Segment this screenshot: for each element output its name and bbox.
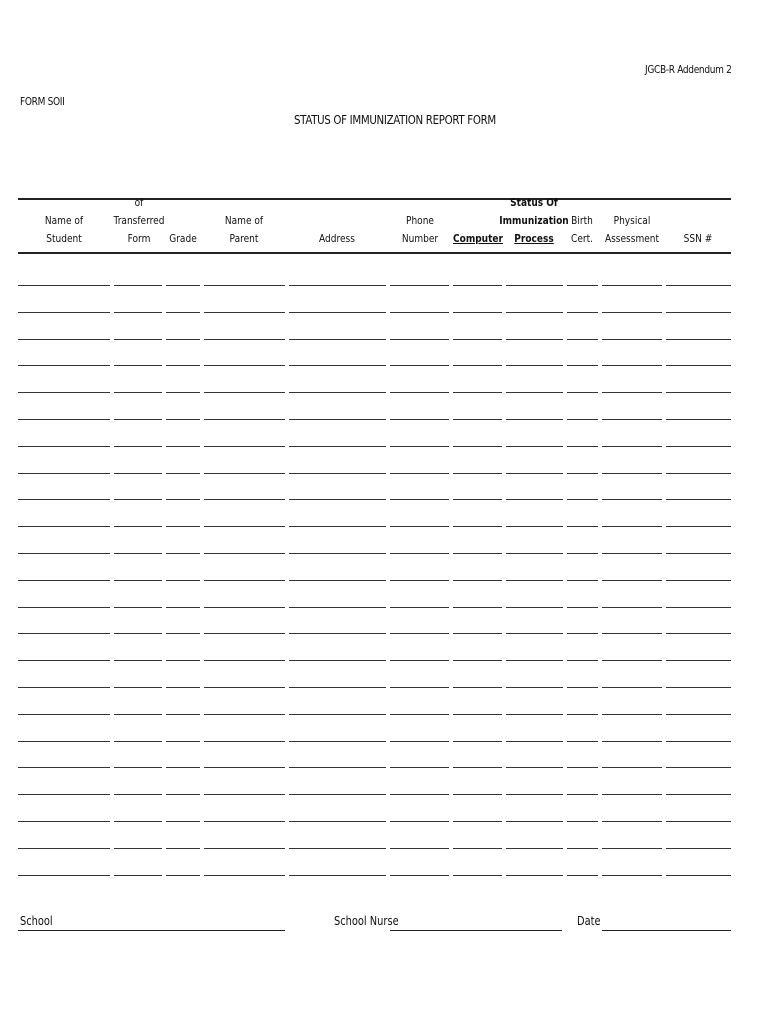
- table-cell-line[interactable]: [289, 312, 386, 313]
- column-header-line: Computer: [453, 232, 503, 245]
- table-cell-line[interactable]: [166, 392, 200, 393]
- table-cell-line[interactable]: [567, 848, 598, 849]
- table-cell-line[interactable]: [390, 633, 449, 634]
- table-cell-line[interactable]: [567, 660, 598, 661]
- table-cell-line[interactable]: [390, 794, 449, 795]
- table-cell-line[interactable]: [166, 714, 200, 715]
- table-cell-line[interactable]: [567, 553, 598, 554]
- table-cell-line[interactable]: [166, 607, 200, 608]
- table-cell-line[interactable]: [567, 794, 598, 795]
- table-cell-line[interactable]: [602, 741, 662, 742]
- table-cell-line[interactable]: [204, 339, 285, 340]
- table-cell-line[interactable]: [204, 473, 285, 474]
- table-cell-line[interactable]: [666, 419, 731, 420]
- column-header-line: Phone: [406, 214, 434, 227]
- column-header-line: Number: [401, 232, 439, 245]
- table-cell-line[interactable]: [506, 419, 563, 420]
- table-cell-line[interactable]: [666, 714, 731, 715]
- table-cell-line[interactable]: [204, 794, 285, 795]
- table-cell-line[interactable]: [204, 687, 285, 688]
- date-label: Date: [577, 914, 601, 928]
- table-cell-line[interactable]: [602, 312, 662, 313]
- table-cell-line[interactable]: [506, 392, 563, 393]
- table-cell-line[interactable]: [666, 553, 731, 554]
- table-cell-line[interactable]: [114, 392, 162, 393]
- table-cell-line[interactable]: [204, 499, 285, 500]
- table-cell-line[interactable]: [506, 633, 563, 634]
- school-label: School: [20, 914, 53, 928]
- table-cell-line[interactable]: [166, 821, 200, 822]
- table-cell-line[interactable]: [18, 875, 110, 876]
- table-cell-line[interactable]: [114, 312, 162, 313]
- table-cell-line[interactable]: [166, 285, 200, 286]
- table-cell-line[interactable]: [204, 607, 285, 608]
- table-cell-line[interactable]: [453, 875, 502, 876]
- table-cell-line[interactable]: [506, 821, 563, 822]
- table-cell-line[interactable]: [506, 767, 563, 768]
- table-cell-line[interactable]: [390, 714, 449, 715]
- table-cell-line[interactable]: [114, 499, 162, 500]
- table-cell-line[interactable]: [289, 392, 386, 393]
- table-cell-line[interactable]: [453, 526, 502, 527]
- table-cell-line[interactable]: [289, 821, 386, 822]
- date-field[interactable]: [602, 930, 731, 931]
- table-cell-line[interactable]: [289, 633, 386, 634]
- table-cell-line[interactable]: [390, 741, 449, 742]
- column-header-line: Birth: [571, 214, 593, 227]
- table-cell-line[interactable]: [602, 446, 662, 447]
- table-cell-line[interactable]: [567, 365, 598, 366]
- table-cell-line[interactable]: [114, 848, 162, 849]
- table-cell-line[interactable]: [18, 339, 110, 340]
- table-cell-line[interactable]: [602, 767, 662, 768]
- table-cell-line[interactable]: [666, 687, 731, 688]
- table-cell-line[interactable]: [289, 660, 386, 661]
- table-cell-line[interactable]: [506, 714, 563, 715]
- table-cell-line[interactable]: [166, 473, 200, 474]
- table-cell-line[interactable]: [602, 714, 662, 715]
- table-cell-line[interactable]: [666, 339, 731, 340]
- table-cell-line[interactable]: [453, 312, 502, 313]
- table-cell-line[interactable]: [204, 365, 285, 366]
- table-cell-line[interactable]: [567, 499, 598, 500]
- column-header-line: Address: [319, 232, 355, 245]
- table-cell-line[interactable]: [666, 794, 731, 795]
- table-cell-line[interactable]: [602, 607, 662, 608]
- table-cell-line[interactable]: [567, 741, 598, 742]
- table-cell-line[interactable]: [390, 767, 449, 768]
- table-cell-line[interactable]: [166, 553, 200, 554]
- table-cell-line[interactable]: [204, 419, 285, 420]
- table-cell-line[interactable]: [666, 580, 731, 581]
- table-cell-line[interactable]: [289, 499, 386, 500]
- table-cell-line[interactable]: [289, 741, 386, 742]
- table-cell-line[interactable]: [567, 875, 598, 876]
- table-cell-line[interactable]: [602, 660, 662, 661]
- table-cell-line[interactable]: [506, 473, 563, 474]
- column-header-line: Assessment: [604, 232, 660, 245]
- table-cell-line[interactable]: [114, 285, 162, 286]
- table-cell-line[interactable]: [204, 285, 285, 286]
- table-cell-line[interactable]: [567, 821, 598, 822]
- table-cell-line[interactable]: [166, 339, 200, 340]
- table-cell-line[interactable]: [567, 392, 598, 393]
- table-cell-line[interactable]: [166, 446, 200, 447]
- table-cell-line[interactable]: [666, 633, 731, 634]
- table-cell-line[interactable]: [567, 633, 598, 634]
- table-cell-line[interactable]: [666, 607, 731, 608]
- table-cell-line[interactable]: [390, 687, 449, 688]
- table-cell-line[interactable]: [453, 473, 502, 474]
- table-cell-line[interactable]: [204, 660, 285, 661]
- table-cell-line[interactable]: [506, 580, 563, 581]
- table-cell-line[interactable]: [204, 446, 285, 447]
- table-cell-line[interactable]: [114, 714, 162, 715]
- table-cell-line[interactable]: [114, 419, 162, 420]
- table-cell-line[interactable]: [166, 687, 200, 688]
- table-cell-line[interactable]: [390, 580, 449, 581]
- table-cell-line[interactable]: [567, 446, 598, 447]
- table-cell-line[interactable]: [289, 285, 386, 286]
- table-cell-line[interactable]: [166, 875, 200, 876]
- table-cell-line[interactable]: [166, 499, 200, 500]
- table-cell-line[interactable]: [453, 741, 502, 742]
- table-cell-line[interactable]: [506, 741, 563, 742]
- table-cell-line[interactable]: [666, 446, 731, 447]
- column-header-line: Immunization: [499, 214, 569, 227]
- table-cell-line[interactable]: [390, 446, 449, 447]
- table-cell-line[interactable]: [289, 714, 386, 715]
- table-header-rule: [18, 252, 731, 254]
- table-cell-line[interactable]: [390, 473, 449, 474]
- table-cell-line[interactable]: [18, 821, 110, 822]
- column-header-line: Parent: [229, 232, 259, 245]
- table-cell-line[interactable]: [18, 526, 110, 527]
- table-cell-line[interactable]: [602, 392, 662, 393]
- table-cell-line[interactable]: [506, 553, 563, 554]
- table-cell-line[interactable]: [602, 875, 662, 876]
- table-cell-line[interactable]: [453, 419, 502, 420]
- table-cell-line[interactable]: [453, 821, 502, 822]
- table-cell-line[interactable]: [506, 499, 563, 500]
- table-cell-line[interactable]: [666, 526, 731, 527]
- table-cell-line[interactable]: [567, 580, 598, 581]
- table-cell-line[interactable]: [166, 660, 200, 661]
- table-cell-line[interactable]: [666, 767, 731, 768]
- table-cell-line[interactable]: [666, 660, 731, 661]
- table-cell-line[interactable]: [602, 821, 662, 822]
- table-cell-line[interactable]: [114, 553, 162, 554]
- table-cell-line[interactable]: [289, 553, 386, 554]
- table-cell-line[interactable]: [390, 875, 449, 876]
- table-cell-line[interactable]: [567, 312, 598, 313]
- table-cell-line[interactable]: [289, 365, 386, 366]
- table-cell-line[interactable]: [166, 419, 200, 420]
- table-cell-line[interactable]: [289, 875, 386, 876]
- table-cell-line[interactable]: [114, 794, 162, 795]
- table-cell-line[interactable]: [567, 526, 598, 527]
- column-header-line: Name of: [44, 214, 84, 227]
- column-header-line: Cert.: [571, 232, 593, 245]
- table-cell-line[interactable]: [666, 821, 731, 822]
- table-cell-line[interactable]: [18, 848, 110, 849]
- table-cell-line[interactable]: [602, 419, 662, 420]
- table-cell-line[interactable]: [390, 848, 449, 849]
- table-cell-line[interactable]: [114, 633, 162, 634]
- table-cell-line[interactable]: [506, 607, 563, 608]
- table-cell-line[interactable]: [114, 875, 162, 876]
- table-cell-line[interactable]: [602, 580, 662, 581]
- table-cell-line[interactable]: [289, 446, 386, 447]
- table-cell-line[interactable]: [18, 365, 110, 366]
- table-cell-line[interactable]: [506, 526, 563, 527]
- table-cell-line[interactable]: [114, 473, 162, 474]
- table-cell-line[interactable]: [390, 285, 449, 286]
- table-cell-line[interactable]: [114, 687, 162, 688]
- column-header-line: Name of: [224, 214, 264, 227]
- table-cell-line[interactable]: [204, 741, 285, 742]
- table-cell-line[interactable]: [18, 633, 110, 634]
- table-cell-line[interactable]: [18, 446, 110, 447]
- table-cell-line[interactable]: [204, 392, 285, 393]
- table-cell-line[interactable]: [289, 794, 386, 795]
- table-cell-line[interactable]: [567, 714, 598, 715]
- column-header-line: Student: [46, 232, 82, 245]
- table-cell-line[interactable]: [666, 365, 731, 366]
- table-cell-line[interactable]: [289, 687, 386, 688]
- table-cell-line[interactable]: [289, 339, 386, 340]
- column-header: [643, 230, 753, 248]
- table-cell-line[interactable]: [453, 392, 502, 393]
- table-cell-line[interactable]: [453, 767, 502, 768]
- table-cell-line[interactable]: [453, 714, 502, 715]
- table-cell-line[interactable]: [602, 633, 662, 634]
- table-cell-line[interactable]: [114, 741, 162, 742]
- table-cell-line[interactable]: [204, 875, 285, 876]
- table-cell-line[interactable]: [506, 660, 563, 661]
- table-cell-line[interactable]: [666, 848, 731, 849]
- table-cell-line[interactable]: [18, 660, 110, 661]
- table-cell-line[interactable]: [166, 312, 200, 313]
- table-cell-line[interactable]: [453, 687, 502, 688]
- table-cell-line[interactable]: [453, 848, 502, 849]
- form-code: FORM SOII: [20, 95, 65, 108]
- table-cell-line[interactable]: [204, 714, 285, 715]
- table-cell-line[interactable]: [18, 473, 110, 474]
- table-cell-line[interactable]: [390, 419, 449, 420]
- table-cell-line[interactable]: [506, 339, 563, 340]
- table-cell-line[interactable]: [18, 285, 110, 286]
- table-cell-line[interactable]: [18, 553, 110, 554]
- table-cell-line[interactable]: [114, 365, 162, 366]
- table-cell-line[interactable]: [390, 607, 449, 608]
- table-cell-line[interactable]: [666, 473, 731, 474]
- table-cell-line[interactable]: [166, 580, 200, 581]
- table-cell-line[interactable]: [390, 660, 449, 661]
- table-cell-line[interactable]: [18, 607, 110, 608]
- column-header-line: Status Of: [510, 196, 558, 209]
- table-cell-line[interactable]: [567, 285, 598, 286]
- table-cell-line[interactable]: [289, 848, 386, 849]
- table-cell-line[interactable]: [666, 499, 731, 500]
- school-nurse-label: School Nurse: [334, 914, 399, 928]
- table-cell-line[interactable]: [506, 285, 563, 286]
- table-cell-line[interactable]: [204, 553, 285, 554]
- table-cell-line[interactable]: [18, 312, 110, 313]
- table-cell-line[interactable]: [602, 473, 662, 474]
- table-cell-line[interactable]: [390, 499, 449, 500]
- table-cell-line[interactable]: [289, 526, 386, 527]
- table-cell-line[interactable]: [506, 875, 563, 876]
- table-cell-line[interactable]: [506, 794, 563, 795]
- table-cell-line[interactable]: [390, 312, 449, 313]
- table-cell-line[interactable]: [289, 607, 386, 608]
- table-cell-line[interactable]: [289, 580, 386, 581]
- table-cell-line[interactable]: [18, 392, 110, 393]
- table-cell-line[interactable]: [602, 339, 662, 340]
- table-cell-line[interactable]: [453, 365, 502, 366]
- table-cell-line[interactable]: [567, 339, 598, 340]
- table-cell-line[interactable]: [114, 339, 162, 340]
- table-cell-line[interactable]: [18, 794, 110, 795]
- table-cell-line[interactable]: [166, 741, 200, 742]
- table-cell-line[interactable]: [453, 607, 502, 608]
- column-header-line: Transferred: [113, 214, 165, 227]
- table-cell-line[interactable]: [453, 633, 502, 634]
- table-cell-line[interactable]: [506, 365, 563, 366]
- table-cell-line[interactable]: [567, 607, 598, 608]
- table-cell-line[interactable]: [506, 312, 563, 313]
- table-cell-line[interactable]: [166, 526, 200, 527]
- table-cell-line[interactable]: [666, 875, 731, 876]
- table-cell-line[interactable]: [602, 687, 662, 688]
- table-cell-line[interactable]: [453, 499, 502, 500]
- table-cell-line[interactable]: [204, 848, 285, 849]
- table-cell-line[interactable]: [204, 526, 285, 527]
- table-cell-line[interactable]: [114, 660, 162, 661]
- table-cell-line[interactable]: [114, 767, 162, 768]
- table-cell-line[interactable]: [567, 473, 598, 474]
- table-cell-line[interactable]: [602, 499, 662, 500]
- table-cell-line[interactable]: [390, 821, 449, 822]
- table-cell-line[interactable]: [18, 499, 110, 500]
- column-header-line: Physical: [613, 214, 651, 227]
- school-field[interactable]: [18, 930, 285, 931]
- column-header-line: SSN #: [683, 232, 713, 245]
- table-cell-line[interactable]: [666, 741, 731, 742]
- table-cell-line[interactable]: [602, 365, 662, 366]
- table-cell-line[interactable]: [114, 607, 162, 608]
- table-cell-line[interactable]: [666, 312, 731, 313]
- table-cell-line[interactable]: [114, 580, 162, 581]
- table-cell-line[interactable]: [602, 526, 662, 527]
- table-cell-line[interactable]: [204, 767, 285, 768]
- table-cell-line[interactable]: [453, 339, 502, 340]
- table-cell-line[interactable]: [567, 687, 598, 688]
- table-cell-line[interactable]: [506, 687, 563, 688]
- table-cell-line[interactable]: [506, 848, 563, 849]
- table-cell-line[interactable]: [204, 312, 285, 313]
- column-header-line: Process: [514, 232, 554, 245]
- table-cell-line[interactable]: [114, 821, 162, 822]
- table-cell-line[interactable]: [453, 660, 502, 661]
- table-cell-line[interactable]: [666, 285, 731, 286]
- table-cell-line[interactable]: [289, 767, 386, 768]
- table-cell-line[interactable]: [390, 526, 449, 527]
- table-cell-line[interactable]: [18, 714, 110, 715]
- table-cell-line[interactable]: [453, 446, 502, 447]
- table-cell-line[interactable]: [567, 767, 598, 768]
- table-cell-line[interactable]: [390, 392, 449, 393]
- column-header-line: of: [134, 196, 144, 209]
- table-cell-line[interactable]: [602, 285, 662, 286]
- column-header-line: Grade: [169, 232, 197, 245]
- page-title: STATUS OF IMMUNIZATION REPORT FORM: [294, 112, 496, 127]
- table-cell-line[interactable]: [166, 794, 200, 795]
- table-cell-line[interactable]: [567, 419, 598, 420]
- table-cell-line[interactable]: [390, 365, 449, 366]
- table-cell-line[interactable]: [18, 580, 110, 581]
- table-cell-line[interactable]: [289, 473, 386, 474]
- table-cell-line[interactable]: [289, 419, 386, 420]
- table-cell-line[interactable]: [18, 741, 110, 742]
- table-cell-line[interactable]: [18, 419, 110, 420]
- table-cell-line[interactable]: [453, 580, 502, 581]
- table-cell-line[interactable]: [390, 339, 449, 340]
- table-cell-line[interactable]: [166, 633, 200, 634]
- table-cell-line[interactable]: [506, 446, 563, 447]
- table-cell-line[interactable]: [204, 633, 285, 634]
- table-cell-line[interactable]: [166, 767, 200, 768]
- table-cell-line[interactable]: [166, 365, 200, 366]
- table-cell-line[interactable]: [602, 794, 662, 795]
- table-cell-line[interactable]: [166, 848, 200, 849]
- table-cell-line[interactable]: [666, 392, 731, 393]
- table-cell-line[interactable]: [204, 580, 285, 581]
- table-cell-line[interactable]: [18, 687, 110, 688]
- table-cell-line[interactable]: [18, 767, 110, 768]
- table-cell-line[interactable]: [453, 285, 502, 286]
- addendum-label: JGCB-R Addendum 2: [645, 63, 732, 76]
- school-nurse-field[interactable]: [390, 930, 562, 931]
- table-cell-line[interactable]: [453, 794, 502, 795]
- table-cell-line[interactable]: [602, 553, 662, 554]
- table-cell-line[interactable]: [453, 553, 502, 554]
- column-header-line: Form: [127, 232, 151, 245]
- table-cell-line[interactable]: [114, 526, 162, 527]
- table-cell-line[interactable]: [602, 848, 662, 849]
- table-cell-line[interactable]: [204, 821, 285, 822]
- table-cell-line[interactable]: [390, 553, 449, 554]
- table-cell-line[interactable]: [114, 446, 162, 447]
